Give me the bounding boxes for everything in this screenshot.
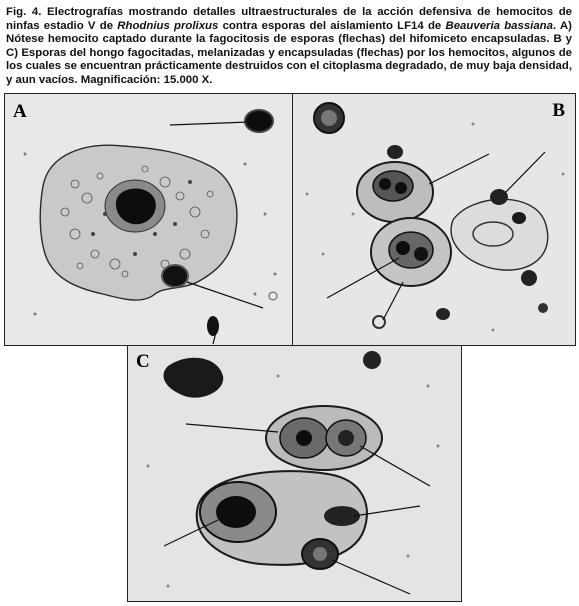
- micrograph-panel-b: [292, 93, 576, 346]
- micrograph-a-image: [5, 94, 292, 345]
- figure-caption: [6, 6, 572, 88]
- panel-label-b: B: [552, 100, 565, 121]
- micrograph-panel-a: [4, 93, 293, 346]
- species-name-1: Rhodnius prolixus: [117, 19, 219, 32]
- caption-text-3: . A) Nótese hemocito captado durante la fagocitosis de esporas (flechas) del hifomiceto encapsuladas. B y C) Esporas del hongo fagocitadas, melanizadas y encapsuladas (flechas) por los hemocitos, algunos de los cuales se encuentran prácticamente destruidos con el citoplasma degradado, de muy baja densidad, y aun vacíos. Magnificación: 15.000 X.: [6, 19, 572, 86]
- species-name-2: Beauveria bassiana: [445, 19, 553, 32]
- panel-label-c: C: [136, 351, 150, 372]
- panel-label-a: A: [13, 101, 27, 122]
- caption-text-1: Electrografías mostrando detalles ultraestructurales de la acción defensiva de hemocitos de ninfas estadio V de: [6, 6, 572, 32]
- figure-label: Fig. 4.: [6, 6, 42, 18]
- micrograph-panel-c: [127, 345, 462, 602]
- caption-text-2: contra esporas del aislamiento LF14 de: [218, 19, 446, 32]
- micrograph-c-image: [128, 346, 461, 601]
- micrograph-b-image: [293, 94, 575, 345]
